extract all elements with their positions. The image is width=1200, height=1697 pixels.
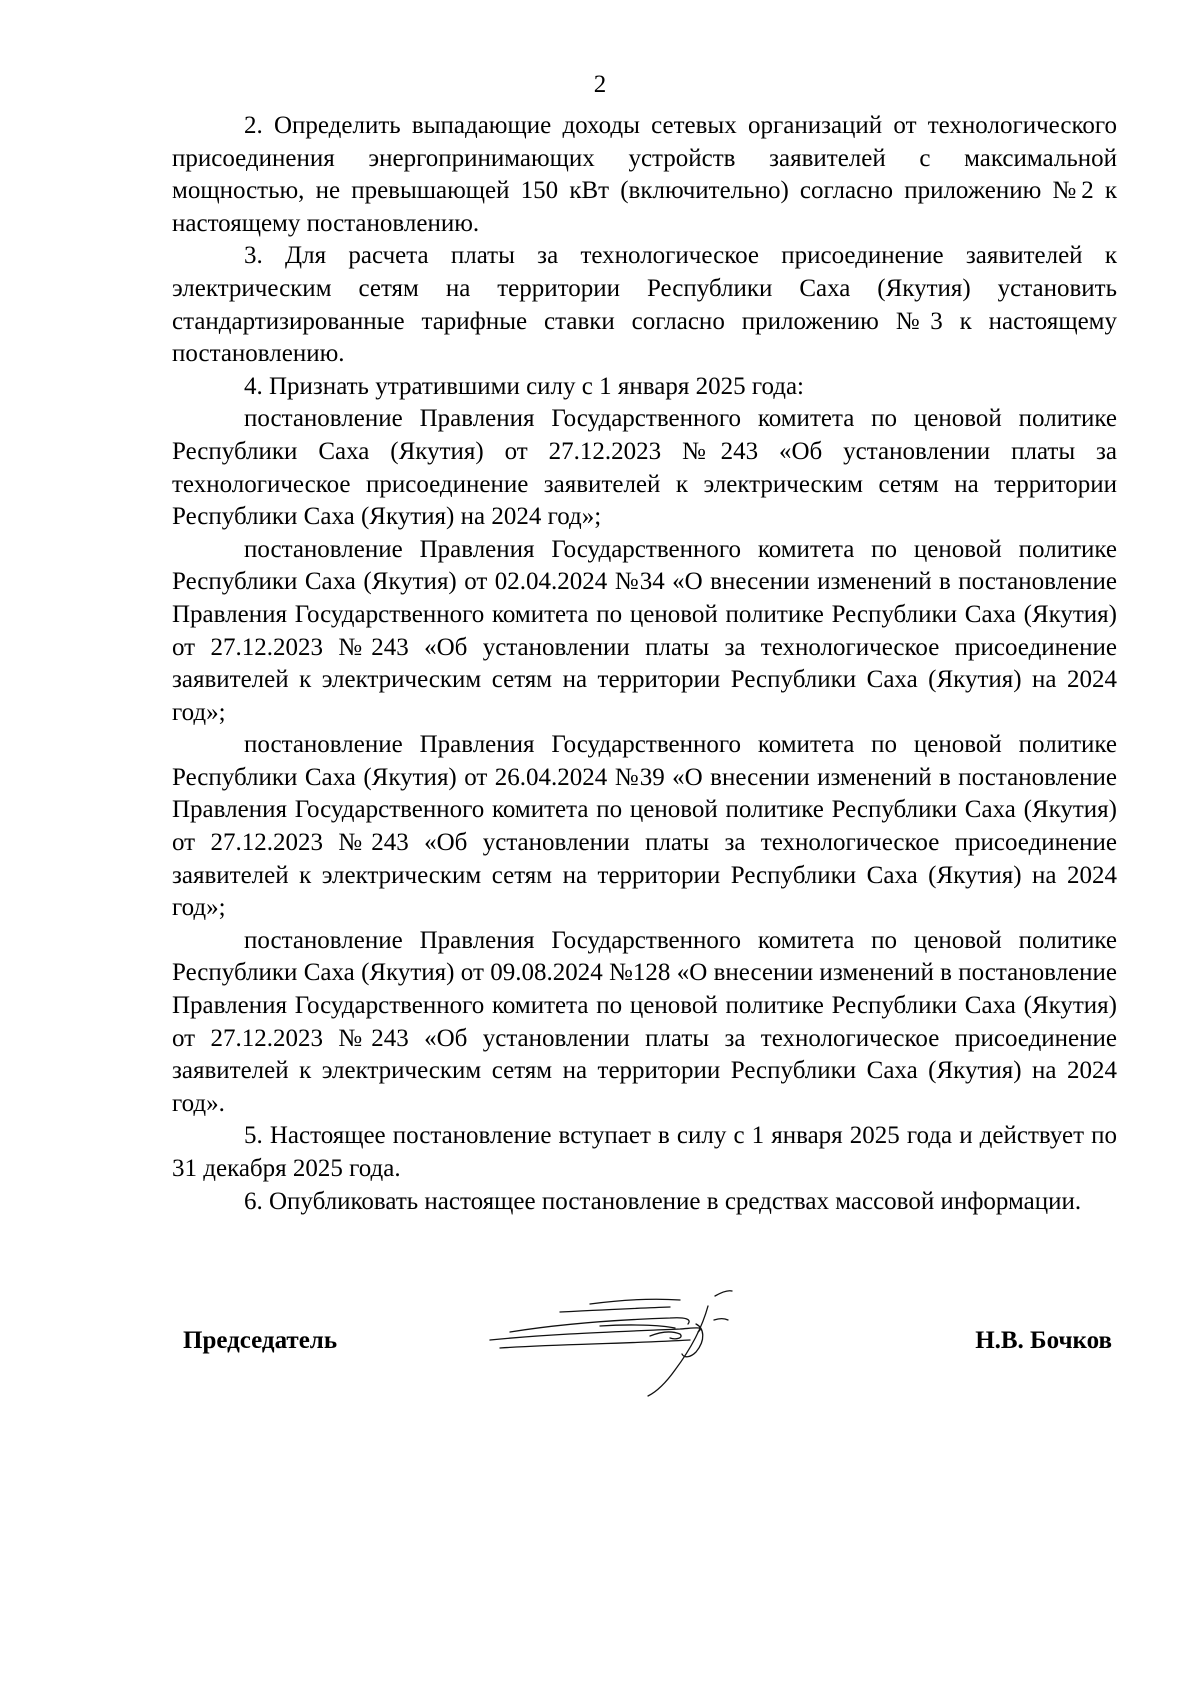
signatory-name: Н.В. Бочков: [975, 1327, 1112, 1354]
paragraph-item-4: 4. Признать утратившими силу с 1 января 2025 года:: [244, 372, 804, 400]
repealed-act-1: постановление Правления Государственного комитета по ценовой политике Республики Саха (Якутия) от 27.12.2023 №243 «Об установлении платы за технологическое присоединение заявителей к электрическим сетям на территории Республики Саха (Якутия) на 2024 год»;: [172, 405, 1117, 531]
handwritten-signature-icon: [470, 1288, 790, 1398]
signatory-role: Председатель: [183, 1327, 338, 1354]
paragraph-item-3: 3. Для расчета платы за технологическое присоединение заявителей к электрическим сетям на территории Республики Саха (Якутия) установить стандартизированные тарифные ставки согласно приложению №3 к настоящему постановлению.: [172, 242, 1117, 368]
paragraph-item-2: 2. Определить выпадающие доходы сетевых организаций от технологического присоединения энергопринимающих устройств заявителей с максимальной мощностью, не превышающей 150 кВт (включительно) согласно приложению №2 к настоящему постановлению.: [172, 112, 1117, 237]
page-number: 2: [593, 71, 607, 98]
repealed-act-2: постановление Правления Государственного комитета по ценовой политике Республики Саха (Якутия) от 02.04.2024 №34 «О внесении изменений в постановление Правления Государственного комитета по ценовой политике Республики Саха (Якутия) от 27.12.2023 №243 «Об установлении платы за технологическое присоединение заявителей к электрическим сетям на территории Республики Саха (Якутия) на 2024 год»;: [172, 535, 1117, 726]
document-body: [172, 110, 1117, 1218]
repealed-act-4: постановление Правления Государственного комитета по ценовой политике Республики Саха (Якутия) от 09.08.2024 №128 «О внесении изменений в постановление Правления Государственного комитета по ценовой политике Республики Саха (Якутия) от 27.12.2023 №243 «Об установлении платы за технологическое присоединение заявителей к электрическим сетям на территории Республики Саха (Якутия) на 2024 год».: [172, 926, 1117, 1117]
paragraph-item-5: 5. Настоящее постановление вступает в силу с 1 января 2025 года и действует по 31 декабря 2025 года.: [172, 1122, 1117, 1182]
paragraph-item-6: 6. Опубликовать настоящее постановление в средствах массовой информации.: [244, 1187, 1082, 1215]
repealed-act-3: постановление Правления Государственного комитета по ценовой политике Республики Саха (Якутия) от 26.04.2024 №39 «О внесении изменений в постановление Правления Государственного комитета по ценовой политике Республики Саха (Якутия) от 27.12.2023 №243 «Об установлении платы за технологическое присоединение заявителей к электрическим сетям на территории Республики Саха (Якутия) на 2024 год»;: [172, 731, 1117, 922]
